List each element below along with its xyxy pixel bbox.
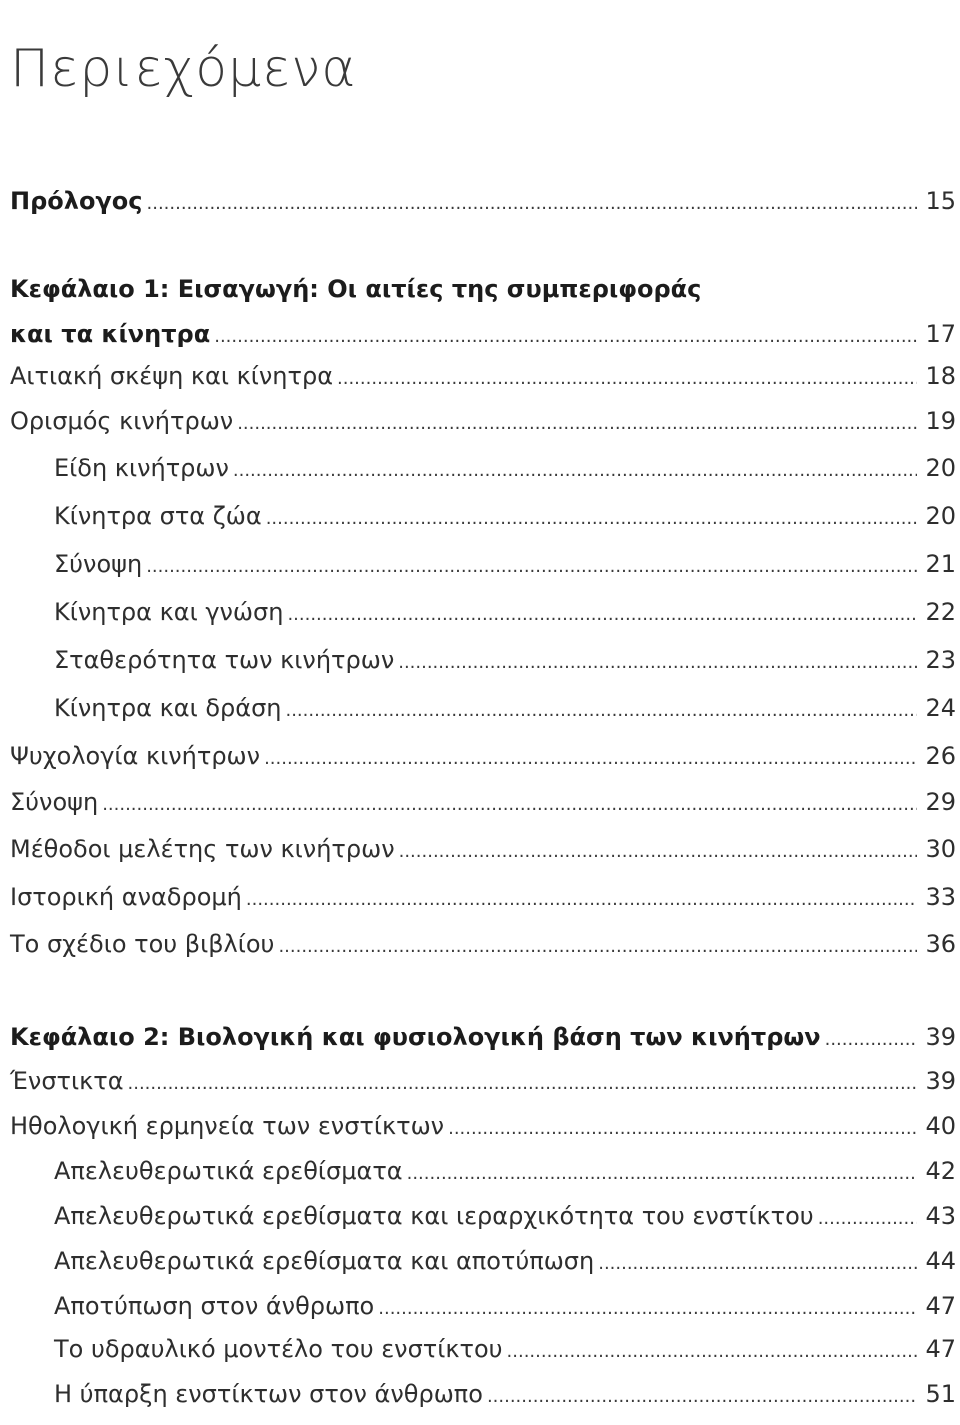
toc-entry-title: Πρόλογος <box>10 187 143 215</box>
toc-entry <box>54 1289 956 1323</box>
toc-dot-leader <box>287 598 917 632</box>
toc-dot-leader <box>264 742 917 776</box>
toc-dot-leader <box>146 550 917 584</box>
toc-dot-leader <box>147 187 918 221</box>
toc-entry-title: Απελευθερωτικά ερεθίσματα και αποτύπωση <box>54 1247 595 1275</box>
toc-entry <box>54 691 956 725</box>
toc-entry-title: Ηθολογική ερμηνεία των ενστίκτων <box>10 1112 445 1140</box>
toc-page-number: 30 <box>925 835 956 863</box>
toc-page-number: 29 <box>925 788 956 816</box>
toc-entry <box>54 547 956 581</box>
toc-page-number: 20 <box>925 454 956 482</box>
toc-dot-leader <box>278 930 917 964</box>
toc-page-number: 39 <box>925 1023 956 1051</box>
toc-entry <box>10 184 956 218</box>
toc-entry <box>54 1154 956 1188</box>
toc-entry-title: Ένστικτα <box>10 1067 124 1095</box>
toc-entry-title: Απελευθερωτικά ερεθίσματα <box>54 1157 403 1185</box>
toc-page-number: 42 <box>925 1157 956 1185</box>
toc-dot-leader <box>818 1202 918 1236</box>
toc-page-number: 23 <box>925 646 956 674</box>
toc-entry <box>10 785 956 819</box>
toc-page-number: 43 <box>925 1202 956 1230</box>
toc-entry-title: Αιτιακή σκέψη και κίνητρα <box>10 362 334 390</box>
toc-dot-leader <box>407 1157 918 1191</box>
toc-entry <box>10 317 956 351</box>
toc-entry <box>54 499 956 533</box>
toc-entry <box>10 832 956 866</box>
toc-entry-title: Ψυχολογία κινήτρων <box>10 742 261 770</box>
toc-entry <box>10 927 956 961</box>
toc-dot-leader <box>266 502 918 536</box>
toc-entry-title: Μέθοδοι μελέτης των κινήτρων <box>10 835 395 863</box>
toc-dot-leader <box>102 788 917 822</box>
toc-dot-leader <box>398 646 917 680</box>
toc-entry <box>10 880 956 914</box>
toc-entry <box>54 1199 956 1233</box>
toc-entry-title: Αποτύπωση στον άνθρωπο <box>54 1292 375 1320</box>
toc-entry-title: Το υδραυλικό μοντέλο του ενστίκτου <box>54 1335 503 1363</box>
toc-entry <box>54 1377 956 1411</box>
toc-dot-leader <box>825 1023 918 1057</box>
toc-entry-title: Το σχέδιο του βιβλίου <box>10 930 275 958</box>
toc-page-number: 36 <box>925 930 956 958</box>
toc-dot-leader <box>337 362 917 396</box>
toc-entry <box>10 739 956 773</box>
toc-dot-leader <box>246 883 918 917</box>
toc-page-number: 18 <box>925 362 956 390</box>
toc-page-number: 24 <box>925 694 956 722</box>
toc-entry <box>54 595 956 629</box>
toc-entry <box>54 1332 956 1366</box>
toc-entry-title: Σταθερότητα των κινήτρων <box>54 646 395 674</box>
toc-entry-title: Σύνοψη <box>54 550 143 578</box>
toc-entry <box>10 1109 956 1143</box>
toc-page-number: 22 <box>925 598 956 626</box>
toc-dot-leader <box>399 835 918 869</box>
toc-entry <box>54 643 956 677</box>
toc-entry-title: Κεφάλαιο 1: Εισαγωγή: Οι αιτίες της συμπεριφοράς <box>10 275 702 303</box>
toc-entry-title: Απελευθερωτικά ερεθίσματα και ιεραρχικότητα του ενστίκτου <box>54 1202 814 1230</box>
toc-entry <box>10 1020 956 1054</box>
toc-dot-leader <box>598 1247 917 1281</box>
toc-entry-title: Ιστορική αναδρομή <box>10 883 242 911</box>
toc-dot-leader <box>487 1380 918 1414</box>
toc-dot-leader <box>507 1335 918 1369</box>
toc-entry <box>10 359 956 393</box>
toc-dot-leader <box>233 454 918 488</box>
toc-entry <box>10 272 956 306</box>
toc-page-number: 21 <box>925 550 956 578</box>
toc-page-number: 26 <box>925 742 956 770</box>
toc-entry-title: Σύνοψη <box>10 788 99 816</box>
toc-page-number: 20 <box>925 502 956 530</box>
toc-page-number: 15 <box>925 187 956 215</box>
toc-page-number: 47 <box>925 1335 956 1363</box>
toc-page-number: 51 <box>925 1380 956 1408</box>
toc-dot-leader <box>448 1112 917 1146</box>
toc-page-number: 39 <box>925 1067 956 1095</box>
toc-page-number: 44 <box>925 1247 956 1275</box>
toc-page-number: 33 <box>925 883 956 911</box>
toc-page-number: 17 <box>925 320 956 348</box>
toc-dot-leader <box>378 1292 917 1326</box>
page-title: Περιεχόμενα <box>10 38 357 99</box>
toc-entry-title: Η ύπαρξη ενστίκτων στον άνθρωπο <box>54 1380 483 1408</box>
toc-dot-leader <box>128 1067 918 1101</box>
toc-entry-title: και τα κίνητρα <box>10 320 211 348</box>
toc-entry <box>54 1244 956 1278</box>
toc-entry-title: Ορισμός κινήτρων <box>10 407 234 435</box>
toc-dot-leader <box>214 320 917 354</box>
toc-entry <box>54 451 956 485</box>
toc-entry-title: Κεφάλαιο 2: Βιολογική και φυσιολογική βάση των κινήτρων <box>10 1023 821 1051</box>
toc-entry-title: Κίνητρα και δράση <box>54 694 282 722</box>
toc-dot-leader <box>285 694 917 728</box>
toc-entry <box>10 1064 956 1098</box>
toc-page-number: 40 <box>925 1112 956 1140</box>
toc-dot-leader <box>237 407 917 441</box>
toc-entry-title: Είδη κινήτρων <box>54 454 229 482</box>
toc-page-number: 47 <box>925 1292 956 1320</box>
toc-entry-title: Κίνητρα στα ζώα <box>54 502 262 530</box>
toc-entry-title: Κίνητρα και γνώση <box>54 598 284 626</box>
toc-entry <box>10 404 956 438</box>
toc-page-number: 19 <box>925 407 956 435</box>
